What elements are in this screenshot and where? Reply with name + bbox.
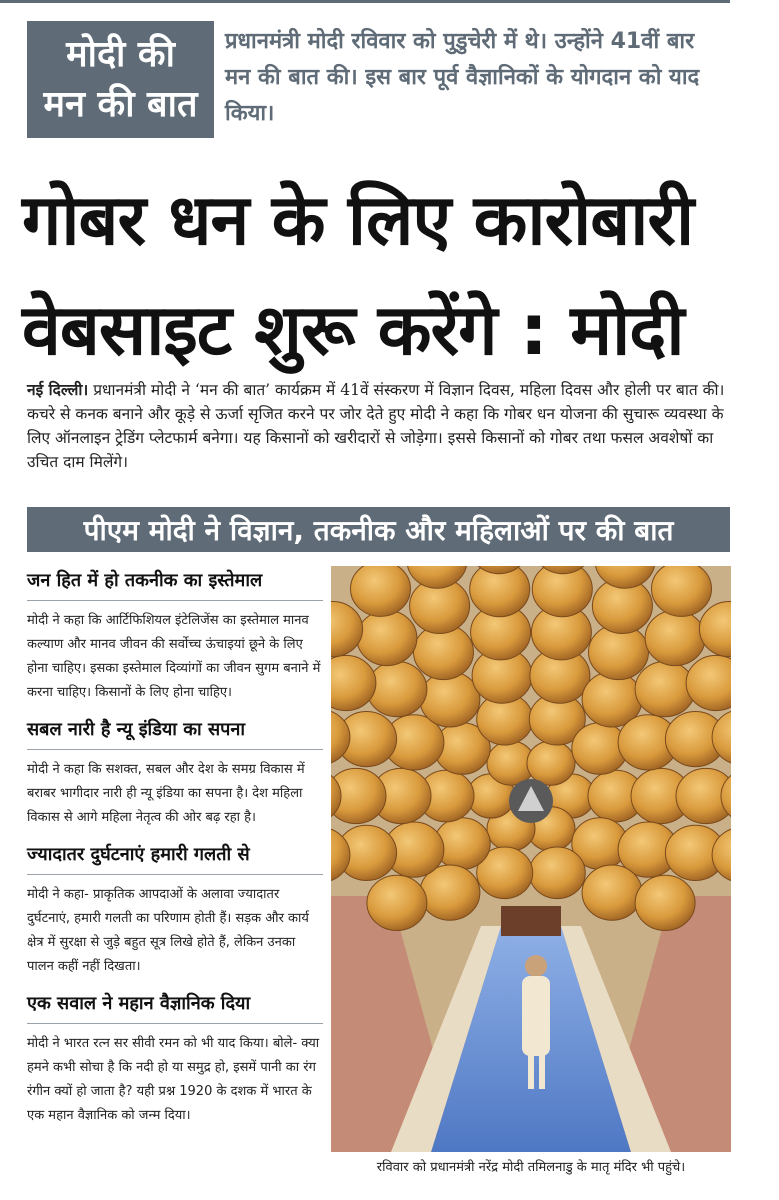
golden-disc	[529, 847, 585, 899]
section-3	[27, 840, 323, 979]
column-tag-line2: मन की बात	[43, 83, 198, 125]
section-body: मोदी ने कहा कि सशक्त, सबल और देश के समग्र विकास में बराबर भागीदार नारी ही न्यू इंडिया का सपना है। देश महिला विकास से आगे महिला नेतृत्व की ओर बढ़ रहा है।	[27, 762, 305, 825]
golden-disc	[582, 865, 642, 920]
golden-disc	[357, 610, 417, 665]
headline-line1: गोबर धन के लिए कारोबारी	[22, 179, 694, 261]
section-body: मोदी ने कहा- प्राकृतिक आपदाओं के अलावा ज्यादातर दुर्घटनाएं, हमारी गलती का परिणाम होती हैं। सड़क और कार्य क्षेत्र में सुरक्षा से जुड़े बहुत सूत्र लिखे होते हैं, लेकिन उनका पालन कहीं नहीं दिखता।	[27, 887, 309, 974]
section-2	[27, 715, 323, 830]
golden-disc	[645, 610, 705, 665]
lead-text: प्रधानमंत्री मोदी ने ‘मन की बात’ कार्यक्रम में 41वें संस्करण में विज्ञान दिवस, महिला दिवस और होली पर बात की। कचरे से कनक बनाने और कूड़े से ऊर्जा सृजित करने पर जोर देते हुए मोदी ने कहा कि गोबर धन योजना की सुचारू व्यवस्था के लिए ऑनलाइन ट्रेडिंग प्लेटफार्म बनेगा। यह किसानों को खरीदारों से जोड़ेगा। इससे किसानों को गोबर तथा फसल अवशेषों का उचित दाम मिलेंगे।	[27, 381, 725, 471]
article-column	[27, 566, 323, 1138]
section-title: पीएम मोदी ने विज्ञान, तकनीक और महिलाओं पर की बात	[83, 513, 674, 547]
golden-disc	[367, 875, 427, 930]
lead-paragraph	[27, 378, 732, 474]
section-1	[27, 566, 323, 705]
top-rule	[0, 0, 730, 3]
matrimandir-illustration	[331, 566, 731, 1152]
section-heading: एक सवाल ने महान वैज्ञानिक दिया	[27, 989, 323, 1024]
section-heading: ज्यादातर दुर्घटनाएं हमारी गलती से	[27, 840, 323, 875]
section-body: मोदी ने कहा कि आर्टिफिशियल इंटेलिजेंस का इस्तेमाल मानव कल्याण और मानव जीवन की सर्वोच्च ऊंचाइयां छूने के लिए होना चाहिए। इसका इस्तेमाल दिव्यांगों का जीवन सुगम बनाने में करना चाहिए। किसानों के लिए होना चाहिए।	[27, 613, 321, 700]
section-heading: जन हित में हो तकनीक का इस्तेमाल	[27, 566, 323, 601]
section-body: मोदी ने भारत रत्न सर सीवी रमन को भी याद किया। बोले- क्या हमने कभी सोचा है कि नदी हो या समुद्र हो, इसमें पानी का रंग रंगीन क्यों हो जाता है? यही प्रश्न 1920 के दशक में भारत के एक महान वैज्ञानिक को जन्म दिया।	[27, 1036, 320, 1123]
column-tag-line1: मोदी की	[66, 33, 175, 75]
headline-line2: वेबसाइट शुरू करेंगे : मोदी	[22, 289, 684, 371]
section-title-bar	[27, 507, 730, 552]
golden-disc	[527, 741, 575, 785]
column-tag	[27, 21, 214, 138]
headline	[22, 165, 742, 385]
golden-disc	[635, 875, 695, 930]
intro-text: प्रधानमंत्री मोदी रविवार को पुडुचेरी में थे। उन्होंने 41वीं बार मन की बात की। इस बार पूर्व वैज्ञानिकों के योगदान को याद किया।	[225, 29, 700, 126]
dateline: नई दिल्ली।	[27, 380, 89, 399]
golden-disc	[351, 566, 411, 616]
golden-disc	[420, 672, 480, 727]
golden-disc	[367, 662, 427, 717]
photo-caption: रविवार को प्रधानमंत्री नरेंद्र मोदी तमिलनाडु के मातृ मंदिर भी पहुंचे।	[376, 1160, 686, 1175]
section-heading: सबल नारी है न्यू इंडिया का सपना	[27, 715, 323, 750]
golden-disc	[652, 566, 712, 616]
temple-photo	[331, 566, 731, 1152]
golden-disc	[635, 662, 695, 717]
section-4	[27, 989, 323, 1128]
